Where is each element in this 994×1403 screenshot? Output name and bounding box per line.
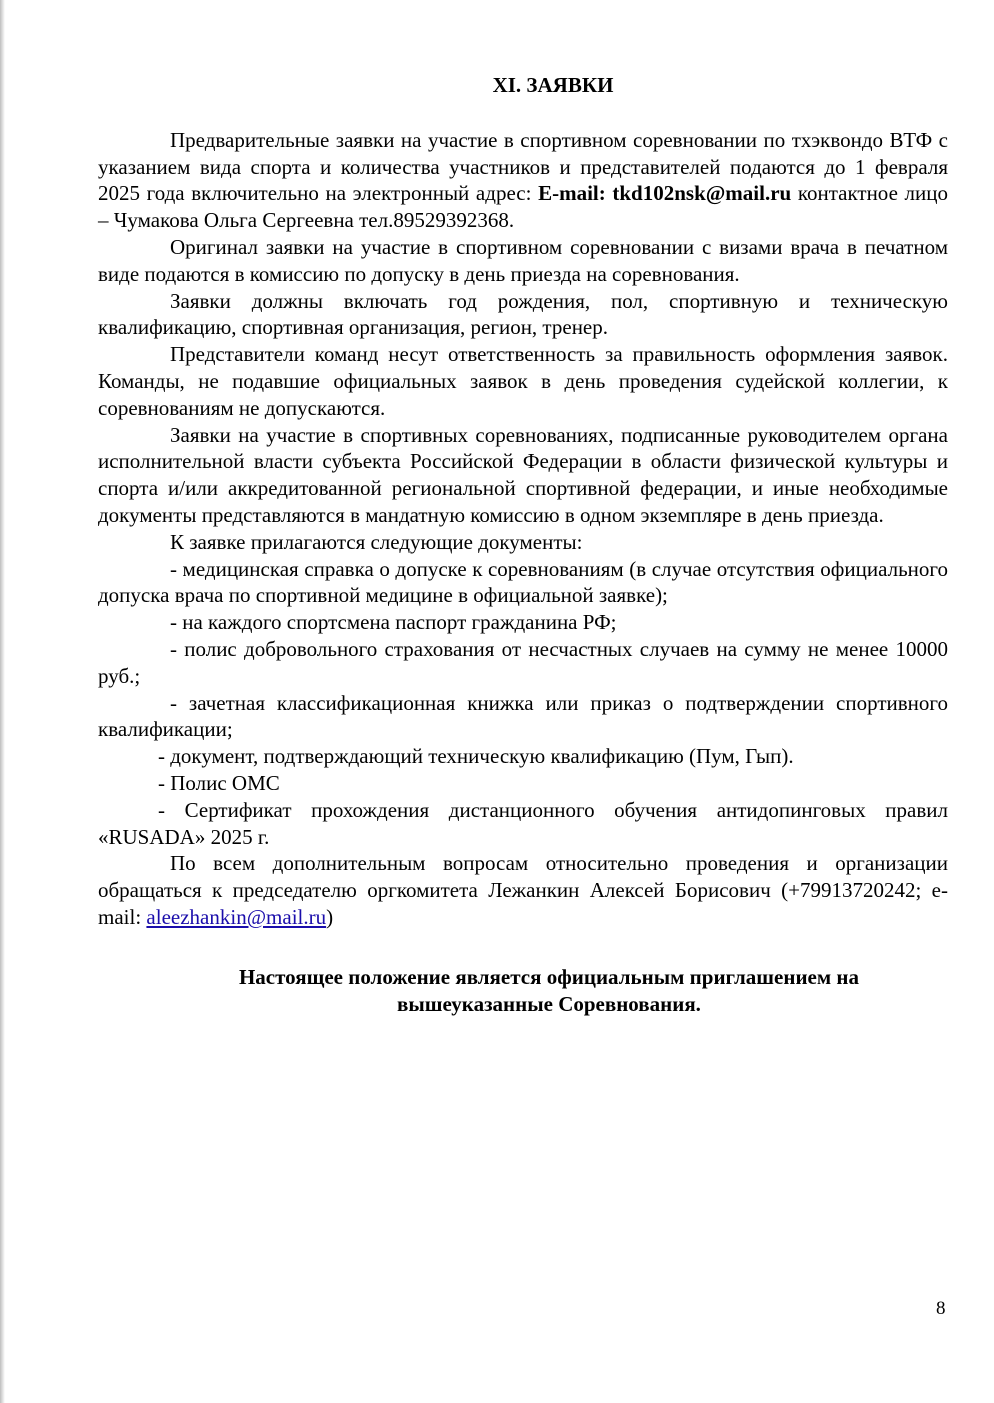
document-item: - на каждого спортсмена паспорт гражданина РФ; bbox=[170, 610, 617, 635]
paragraph-text: контактное лицо – Чумакова Ольга Сергеевна тел.89529392368. bbox=[98, 181, 948, 233]
page-left-edge bbox=[0, 0, 5, 1403]
document-item: - Полис ОМС bbox=[158, 770, 280, 795]
contact-text-end: ) bbox=[326, 904, 334, 929]
paragraph-contact bbox=[98, 850, 948, 930]
closing-line: Настоящее положение является официальным приглашением на bbox=[238, 964, 860, 989]
contact-text: По всем дополнительным вопросам относительно проведения и организации обращаться к председателю оргкомитета Лежанкин Алексей Борисович (+79913720242; e-mail: bbox=[98, 851, 948, 929]
closing-line: вышеуказанные Соревнования. bbox=[397, 991, 701, 1016]
document-item: - документ, подтверждающий техническую квалификацию (Пум, Гып). bbox=[158, 744, 794, 769]
contact-email-bold: E-mail: tkd102nsk@mail.ru bbox=[538, 181, 792, 206]
section-title: XI. ЗАЯВКИ bbox=[492, 73, 614, 97]
paragraph-text: Предварительные заявки на участие в спортивном соревновании по тхэквондо ВТФ с указанием вида спорта и количества участников и представителей подаются до 1 февраля 2025 года включительно на электронный адрес: bbox=[98, 127, 948, 206]
paragraph-signed-applications: Заявки на участие в спортивных соревнованиях, подписанные руководителем органа исполнительной власти субъекта Российской Федерации в области физической культуры и спорта и/или аккредитованной региональной спортивной федерации, и иные необходимые документы представляются в мандатную комиссию в одном экземпляре в день приезда. bbox=[98, 422, 948, 527]
paragraph-documents-intro: К заявке прилагаются следующие документы: bbox=[170, 529, 583, 554]
document-body bbox=[98, 72, 948, 1018]
document-item: - медицинская справка о допуске к соревнованиям (в случае отсутствия официального допуска врача по спортивной медицине в официальной заявке); bbox=[98, 556, 948, 608]
document-item: - Сертификат прохождения дистанционного обучения антидопинговых правил «RUSADA» 2025 г. bbox=[98, 797, 948, 849]
page-number: 8 bbox=[936, 1298, 946, 1319]
document-item: - зачетная классификационная книжка или приказ о подтверждении спортивного квалификации; bbox=[98, 690, 948, 742]
document-item: - полис добровольного страхования от несчастных случаев на сумму не менее 10000 руб.; bbox=[98, 636, 948, 688]
closing-statement bbox=[150, 964, 948, 1018]
paragraph-team-responsibility: Представители команд несут ответственность за правильность оформления заявок. Команды, не подавшие официальных заявок в день проведения судейской коллегии, к соревнованиям не допускаются. bbox=[98, 342, 948, 420]
contact-email-link[interactable]: aleezhankin@mail.ru bbox=[146, 904, 327, 929]
paragraph-original-application: Оригинал заявки на участие в спортивном соревновании с визами врача в печатном виде подаются в комиссию по допуску в день приезда на соревнования. bbox=[98, 234, 948, 286]
paragraph-application-contents: Заявки должны включать год рождения, пол, спортивную и техническую квалификацию, спортивная организация, регион, тренер. bbox=[98, 288, 948, 340]
paragraph-preliminary-applications bbox=[98, 127, 948, 234]
